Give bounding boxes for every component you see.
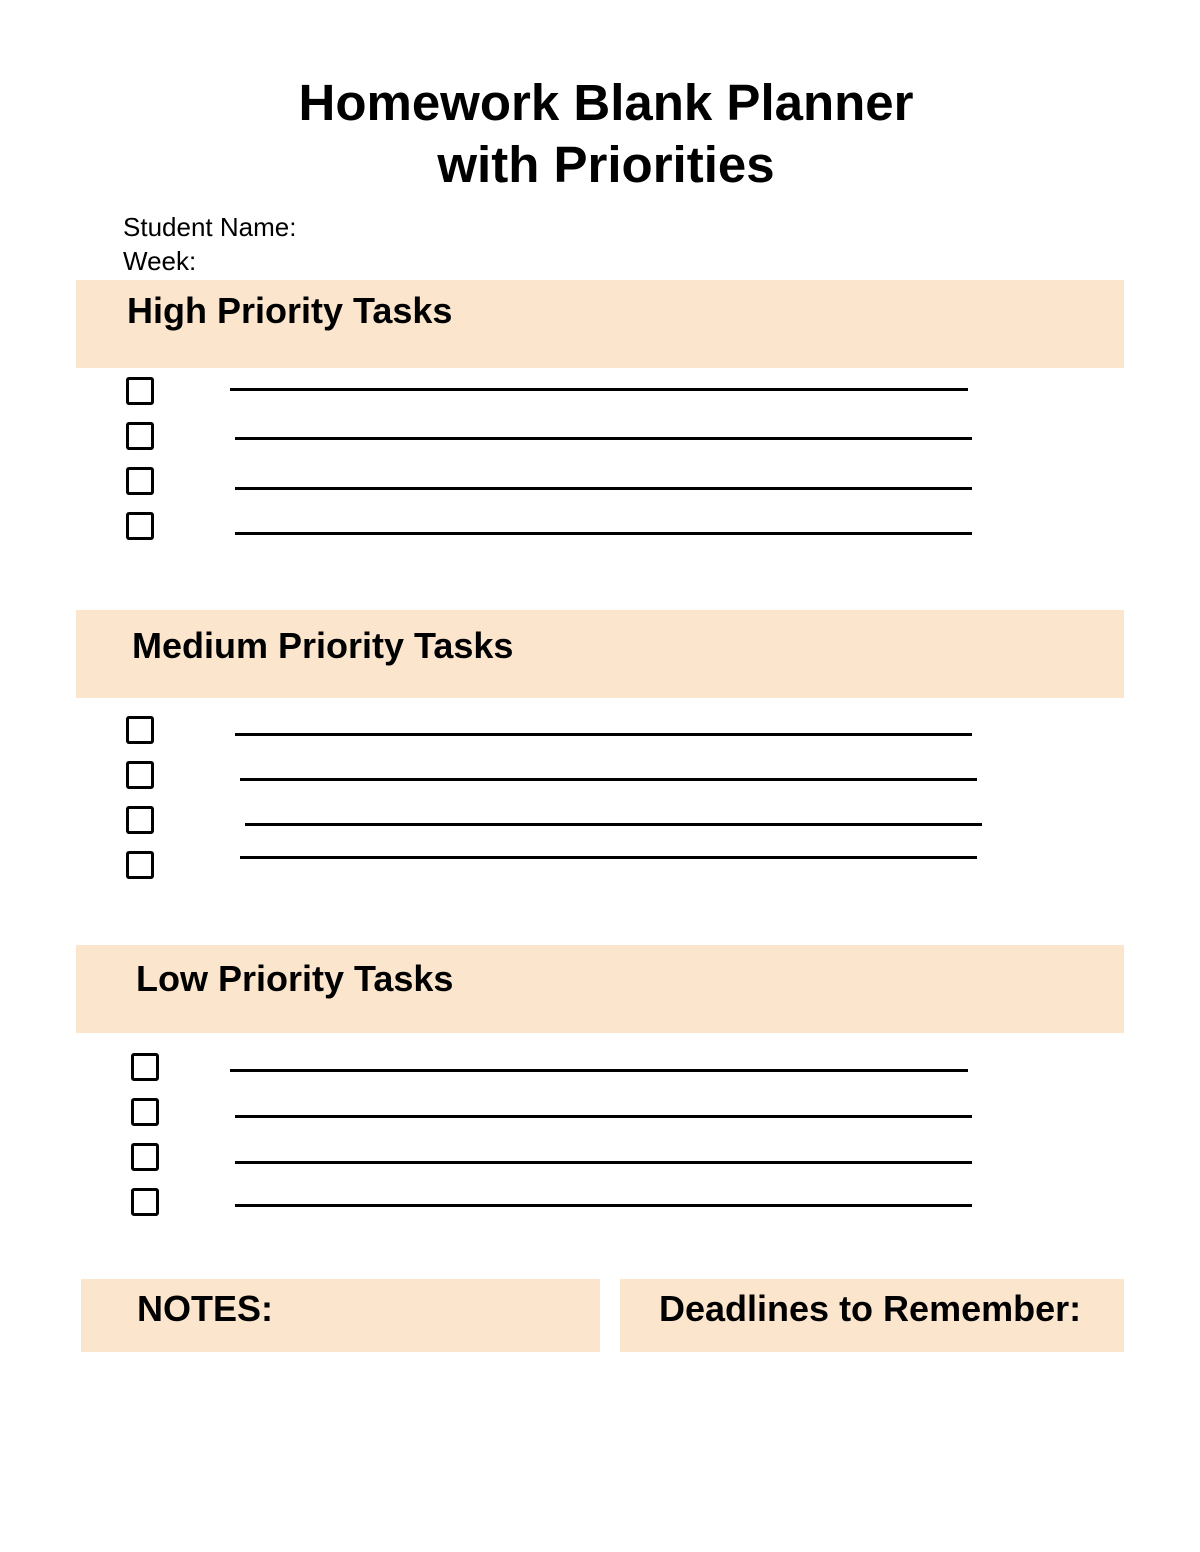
high-task-line-1[interactable]: [230, 388, 968, 391]
high-task-checkbox-2[interactable]: [126, 422, 154, 450]
medium-task-checkbox-1[interactable]: [126, 716, 154, 744]
low-task-checkbox-3[interactable]: [131, 1143, 159, 1171]
medium-task-line-4[interactable]: [240, 856, 977, 859]
high-task-checkbox-3[interactable]: [126, 467, 154, 495]
medium-task-line-1[interactable]: [235, 733, 972, 736]
high-priority-header: [76, 280, 1124, 368]
notes-heading: NOTES:: [137, 1288, 274, 1329]
high-task-line-4[interactable]: [235, 532, 972, 535]
title-line-1: Homework Blank Planner: [298, 74, 914, 131]
medium-priority-heading: Medium Priority Tasks: [132, 625, 514, 666]
student-name-label: Student Name:: [123, 212, 297, 242]
low-priority-header: [76, 945, 1124, 1033]
week-label: Week:: [123, 246, 197, 276]
low-task-checkbox-2[interactable]: [131, 1098, 159, 1126]
medium-priority-header: [76, 610, 1124, 698]
medium-task-checkbox-4[interactable]: [126, 851, 154, 879]
deadlines-heading: Deadlines to Remember:: [659, 1288, 1082, 1329]
high-priority-heading: High Priority Tasks: [127, 290, 453, 331]
high-task-line-2[interactable]: [235, 437, 972, 440]
high-task-checkbox-4[interactable]: [126, 512, 154, 540]
title-line-2: with Priorities: [437, 136, 775, 193]
high-task-checkbox-1[interactable]: [126, 377, 154, 405]
low-task-checkbox-4[interactable]: [131, 1188, 159, 1216]
medium-task-checkbox-3[interactable]: [126, 806, 154, 834]
low-priority-heading: Low Priority Tasks: [136, 958, 454, 999]
medium-task-line-2[interactable]: [240, 778, 977, 781]
notes-section[interactable]: [81, 1279, 600, 1352]
high-task-line-3[interactable]: [235, 487, 972, 490]
low-task-line-4[interactable]: [235, 1204, 972, 1207]
deadlines-section[interactable]: [620, 1279, 1124, 1352]
document-title: [0, 72, 1200, 196]
low-task-line-1[interactable]: [230, 1069, 968, 1072]
medium-task-checkbox-2[interactable]: [126, 761, 154, 789]
low-task-line-3[interactable]: [235, 1161, 972, 1164]
medium-task-line-3[interactable]: [245, 823, 982, 826]
low-task-line-2[interactable]: [235, 1115, 972, 1118]
low-task-checkbox-1[interactable]: [131, 1053, 159, 1081]
